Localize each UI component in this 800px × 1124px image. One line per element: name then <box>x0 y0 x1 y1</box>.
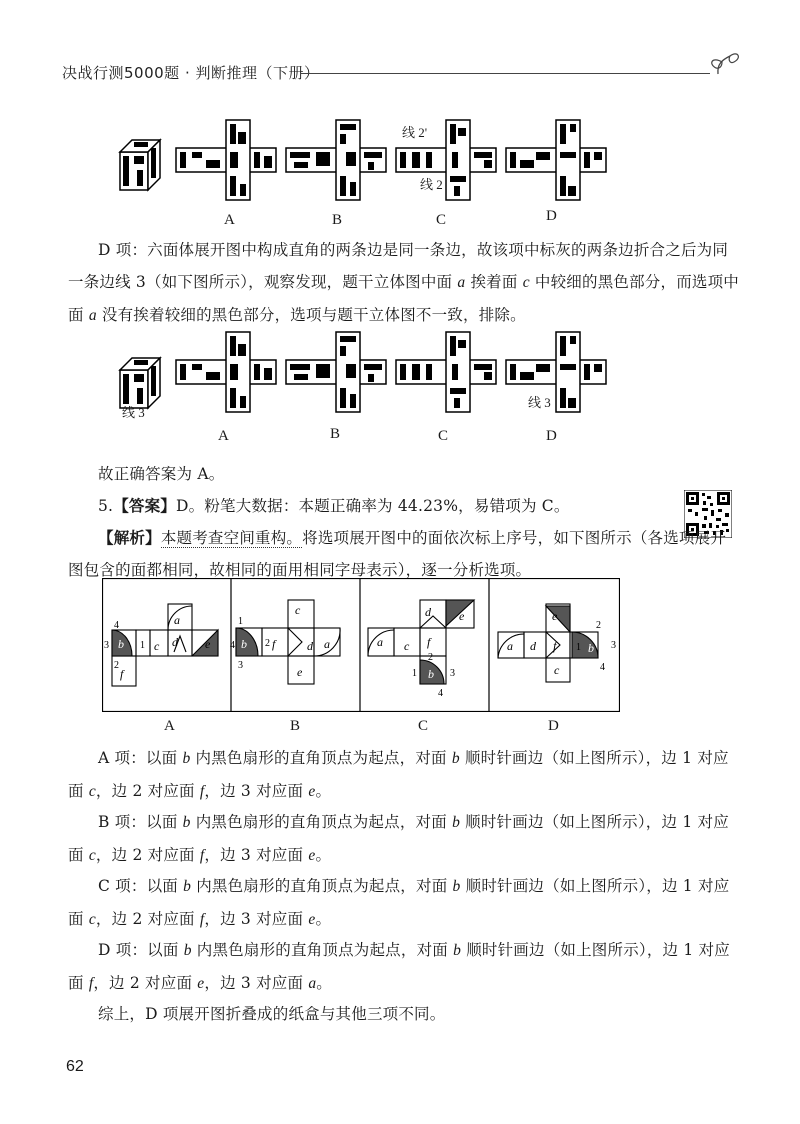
analysis-item-b <box>68 806 740 872</box>
face-var: c <box>88 847 96 864</box>
face-d-label-d: d <box>530 639 536 653</box>
edge-number-1-b: 1 <box>238 616 243 627</box>
face-f-label: f <box>120 667 124 681</box>
sprout-icon <box>704 44 744 84</box>
page-number: 62 <box>66 1058 84 1075</box>
edge-number-3-d: 3 <box>611 640 616 651</box>
option2-label-c: C <box>438 428 449 444</box>
face-var: e <box>308 847 316 864</box>
edge-number-3: 3 <box>104 640 109 651</box>
face-var: b <box>453 942 462 959</box>
edge-number-2: 2 <box>114 660 119 671</box>
net-a <box>176 120 276 200</box>
edge-number-3-b: 3 <box>238 660 243 671</box>
face-var: b <box>451 750 460 767</box>
face-var: b <box>182 814 191 831</box>
face-e-label-b: e <box>297 665 303 679</box>
face-var: b <box>183 878 192 895</box>
option3-label-c: C <box>418 718 429 734</box>
face-var: f <box>199 847 205 864</box>
face-var: b <box>452 878 461 895</box>
face-b-label-b: b <box>241 637 247 651</box>
face-a-label-c: a <box>377 635 383 649</box>
item-text: 顺时针画边（如上图所示），边 1 对应面 <box>68 877 730 928</box>
summary: 综上，D 项展开图折叠成的纸盒与其他三项不同。 <box>98 1005 446 1023</box>
option2-label-b: B <box>330 426 341 442</box>
item-text: ，边 3 对应面 <box>204 846 309 864</box>
header-rule <box>300 73 710 74</box>
face-c-label-b: c <box>295 603 301 617</box>
line-label-3-net: 线 3 <box>528 395 551 410</box>
item-text: 内黑色扇形的直角顶点为起点，对面 <box>191 941 454 959</box>
face-b-label-d: b <box>588 641 594 655</box>
edge-number-2-d: 2 <box>596 620 601 631</box>
analysis-tag: 【解析】 <box>98 528 161 547</box>
face-var: a <box>308 975 317 992</box>
face-c-label: c <box>154 639 160 653</box>
face-var: f <box>199 911 205 928</box>
face-var: e <box>308 911 316 928</box>
cube-figure-2 <box>120 358 160 408</box>
face-f-label-b: f <box>272 637 276 651</box>
edge-number-3-c: 3 <box>450 668 455 679</box>
face-e-label-d: e <box>552 609 558 623</box>
face-d-label-c: d <box>425 605 431 619</box>
face-f-label-c: f <box>427 635 431 649</box>
line-label-2: 线 2 <box>420 177 443 192</box>
item-text: 。 <box>316 974 332 992</box>
face-var: b <box>452 814 461 831</box>
running-header: 决战行测5000题 · 判断推理（下册） <box>62 64 320 82</box>
analysis-text: 将选项展开图中的面依次标上序号，如下图所示（各选项展开图包含的面都相同，故相同的面用相同字母表示），逐一分析选项。 <box>68 529 727 579</box>
answer-text: D。粉笔大数据：本题正确率为 44.23%，易错项为 C。 <box>176 497 570 515</box>
item-text: ，边 2 对应面 <box>93 974 198 992</box>
analysis-item-c <box>68 870 740 936</box>
option2-label-a: A <box>218 428 229 444</box>
face-var: c <box>522 274 530 291</box>
item-text: ，边 3 对应面 <box>204 974 309 992</box>
face-b-label-c: b <box>428 667 434 681</box>
option-label-a: A <box>224 212 235 228</box>
question-number: 5. <box>98 497 114 515</box>
option3-label-d: D <box>548 718 559 734</box>
item-text: ，边 2 对应面 <box>95 782 200 800</box>
figure-1-nets <box>110 112 630 207</box>
face-c-label-c: c <box>404 639 410 653</box>
face-var: a <box>88 307 97 324</box>
face-var: b <box>182 750 191 767</box>
item-text: A 项：以面 <box>98 749 183 767</box>
face-a-label: a <box>174 613 180 627</box>
edge-number-2-b: 2 <box>265 638 270 649</box>
net-b <box>286 120 386 200</box>
option-label-b: B <box>332 212 343 228</box>
item-text: ，边 2 对应面 <box>95 846 200 864</box>
edge-number-4-c: 4 <box>438 688 443 699</box>
face-a-label-d: a <box>507 639 513 653</box>
edge-number-2-c: 2 <box>428 652 433 663</box>
face-var: c <box>88 911 96 928</box>
face-var: a <box>457 274 466 291</box>
face-d-label-b: d <box>307 639 313 653</box>
face-d-label: d <box>172 635 178 649</box>
analysis-paragraph <box>68 522 740 586</box>
item-text: ，边 3 对应面 <box>204 910 309 928</box>
analysis-item-d <box>68 934 740 1000</box>
edge-number-4: 4 <box>114 620 119 631</box>
option2-label-d: D <box>546 428 557 444</box>
face-a-label-b: a <box>324 637 330 651</box>
face-var: b <box>183 942 192 959</box>
option3-label-b: B <box>290 718 301 734</box>
item-text: 顺时针画边（如上图所示），边 1 对应面 <box>68 813 729 864</box>
face-var: e <box>197 975 205 992</box>
edge-number-4-d: 4 <box>600 662 605 673</box>
edge-number-1-c: 1 <box>412 668 417 679</box>
face-var: e <box>308 783 316 800</box>
paragraph-option-d <box>68 234 740 332</box>
edge-number-4-b: 4 <box>230 640 235 651</box>
face-e-label: e <box>205 637 211 651</box>
item-text: 内黑色扇形的直角顶点为起点，对面 <box>190 749 452 767</box>
para-text: 没有挨着较细的黑色部分，选项与题干立体图不一致，排除。 <box>96 306 526 324</box>
item-text: ，边 3 对应面 <box>204 782 309 800</box>
figure-2-nets <box>110 330 630 425</box>
para-text: 挨着面 <box>465 273 523 291</box>
item-text: ，边 2 对应面 <box>95 910 200 928</box>
q5-answer <box>68 490 668 522</box>
para-text: D 项：六面体展开图中构成直角的两条边是同一条边，故该项中标灰的两条边折合之后为同一条边线 3（如下图所示），观察发现，题干立体图中面 <box>68 241 729 291</box>
face-var: c <box>88 783 96 800</box>
option-label-c: C <box>436 212 447 228</box>
item-text: 。 <box>315 846 332 864</box>
item-text: 。 <box>315 910 332 928</box>
item-text: C 项：以面 <box>98 877 184 895</box>
figure-3-nets <box>102 578 620 712</box>
line-label-3-cube: 线 3 <box>122 405 145 420</box>
item-text: 内黑色扇形的直角顶点为起点，对面 <box>190 813 453 831</box>
net2-c <box>396 332 496 412</box>
edge-number-1: 1 <box>140 640 145 651</box>
analysis-topic: 本题考查空间重构。 <box>160 529 303 547</box>
face-e-label-c: e <box>459 609 465 623</box>
net-d <box>506 120 606 200</box>
item-text: 顺时针画边（如上图所示），边 1 对应面 <box>68 749 729 800</box>
face-c-label-d: c <box>554 663 560 677</box>
face-var: f <box>88 975 94 992</box>
answer-tag: 【答案】 <box>113 496 177 515</box>
net2-a <box>176 332 276 412</box>
item-text: 。 <box>315 782 332 800</box>
item-text: 内黑色扇形的直角顶点为起点，对面 <box>191 877 453 895</box>
option3-label-a: A <box>164 718 175 734</box>
analysis-item-a <box>68 742 740 808</box>
item-text: 顺时针画边（如上图所示），边 1 对应面 <box>68 941 730 992</box>
net2-b <box>286 332 386 412</box>
line-label-2prime: 线 2' <box>402 125 428 140</box>
conclusion: 故正确答案为 A。 <box>98 465 225 483</box>
face-b-label: b <box>118 637 124 651</box>
para-text: 中较细的黑色部分，而选项中面 <box>68 273 740 324</box>
edge-number-1-d: 1 <box>576 642 581 653</box>
face-f-label-d: f <box>553 639 557 653</box>
net2-d <box>506 332 606 412</box>
face-var: f <box>199 783 205 800</box>
item-text: D 项：以面 <box>98 941 184 959</box>
cube-figure <box>120 140 160 190</box>
option-label-d: D <box>546 208 557 224</box>
item-text: B 项：以面 <box>98 813 183 831</box>
